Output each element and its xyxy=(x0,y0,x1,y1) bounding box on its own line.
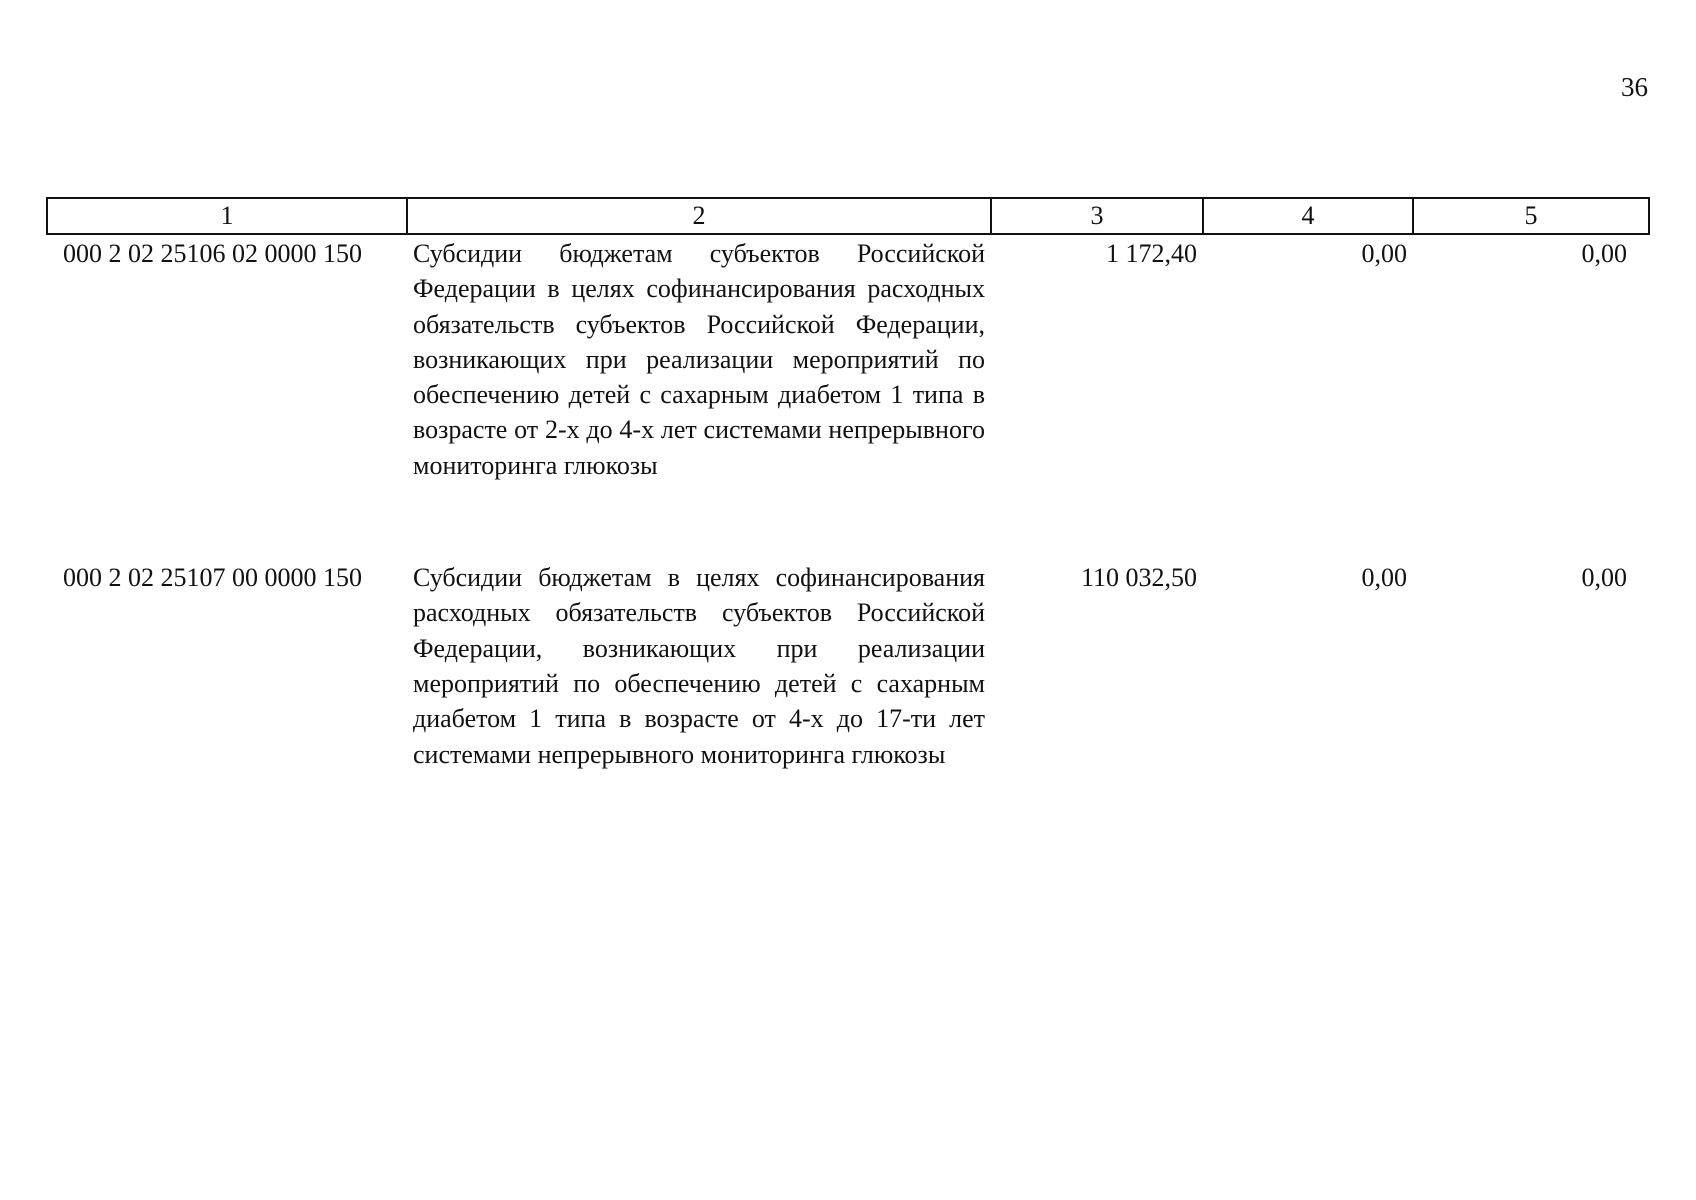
amount-col-4: 0,00 xyxy=(1361,239,1407,268)
budget-code: 000 2 02 25107 00 0000 150 xyxy=(63,563,362,593)
header-col-1: 1 xyxy=(47,198,407,234)
table-header xyxy=(47,198,1649,234)
table-body xyxy=(47,234,1649,772)
header-row xyxy=(47,198,1649,234)
budget-code: 000 2 02 25106 02 0000 150 xyxy=(63,239,362,268)
page-number: 36 xyxy=(1621,72,1648,102)
amount-col-3: 1 172,40 xyxy=(1106,239,1197,268)
header-col-2: 2 xyxy=(407,198,991,234)
amount-col-5: 0,00 xyxy=(1581,239,1627,268)
header-col-4: 4 xyxy=(1203,198,1413,234)
header-col-5: 5 xyxy=(1413,198,1649,234)
amount-col-3: 110 032,50 xyxy=(1080,563,1197,593)
amount-col-4: 0,00 xyxy=(1361,563,1407,593)
table-row xyxy=(47,483,1649,772)
budget-table xyxy=(46,197,1650,772)
table-row xyxy=(47,234,1649,483)
header-col-3: 3 xyxy=(991,198,1203,234)
item-description: Субсидии бюджетам субъектов Российской Федерации в целях софинансирования расходных обязательств субъектов Российской Федерации, возникающих при реализации мероприятий по обеспечению детей с сахарным диабетом 1 типа в возрасте от 2-х до 4-х лет системами непрерывного мониторинга глюкозы xyxy=(413,239,985,480)
item-description: Субсидии бюджетам в целях софинансирования расходных обязательств субъектов Российской Федерации, возникающих при реализации мероприятий по обеспечению детей с сахарным диабетом 1 типа в возрасте от 4-х до 17-ти лет системами непрерывного мониторинга глюкозы xyxy=(413,563,985,769)
amount-col-5: 0,00 xyxy=(1581,563,1627,593)
